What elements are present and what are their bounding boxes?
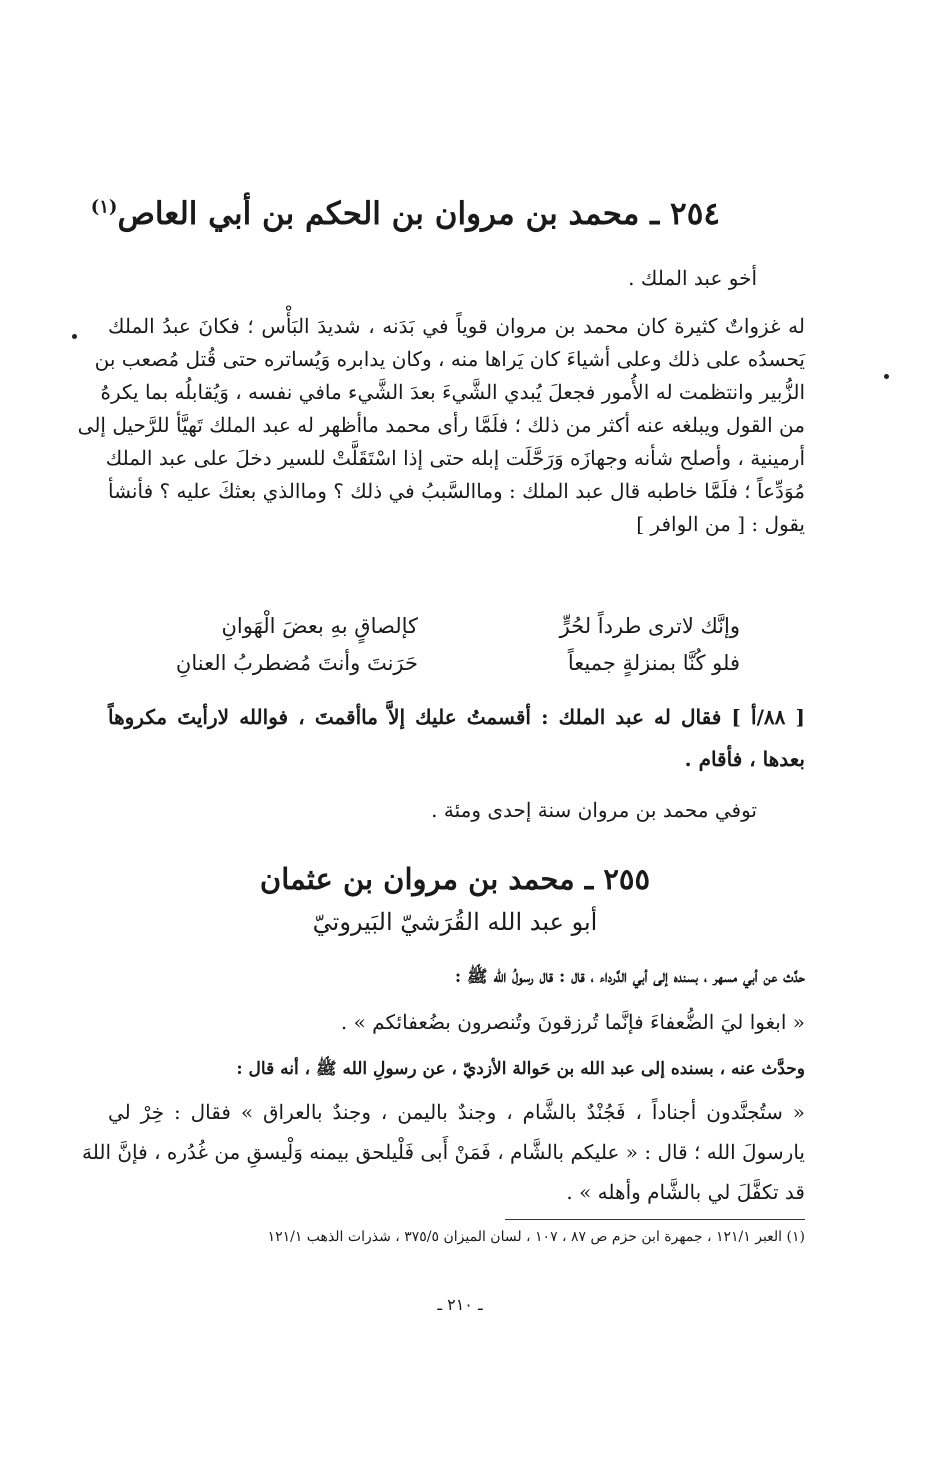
death-note: توفي محمد بن مروان سنة إحدى ومئة .: [431, 798, 757, 822]
scan-speck: [884, 374, 889, 379]
hadith-2-line: يارسولَ الله ؛ قال : « عليكم بالشَّام ، فَمَنْ أَبى فَلْيلحق بيمنه وَلْيسقِ من غُدُره ، فإنَّ اللهَ: [82, 1140, 805, 1164]
hadith-1: « ابغوا ليَ الضُّعفاءَ فإنَّما تُرزقونَ وتُنصرون بضُعفائكم » .: [340, 1010, 805, 1034]
bold-line: [ ٨٨/أ ] فقال له عبد الملك : أقسمتُ عليك إلاَّ ماأقمتَ ، فوالله لارأيتَ مكروهاً: [108, 705, 805, 729]
verse-2-second-hemistich: حَرَنتَ وأنتَ مُضطربُ العنانِ: [175, 651, 418, 675]
paragraph-line: أرمينية ، وأصلح شأنه وجهازَه وَرَحَّلَت إبله حتى إذا اسْتَقَلَّتْ للسير دخلَ على عبد الملك: [105, 446, 805, 470]
entry-254-title: [90, 196, 720, 232]
paragraph-line-last: يقول : [ من الوافر ]: [636, 512, 805, 536]
footnote-marker: (١): [90, 196, 118, 218]
hadith-2-line: « ستُجنَّدون أجناداً ، فَجُنْدٌ بالشَّام ، وجندٌ باليمن ، وجندٌ بالعراق » فقال : خِرْ لي: [108, 1100, 805, 1124]
paragraph-line: من القول ويبلغه عنه أكثر من ذلك ؛ فلَمَّا رأى محمد ماأظهر له عبد الملك تَهيَّأ للرَّحيل إلى: [77, 413, 805, 437]
paragraph-line: الزُّبير وانتظمت له الأُمور فجعلَ يُبدي الشَّيءَ بعدَ الشَّيء مافي نفسه ، وَيُقابلُه بما يكرهُ: [100, 380, 805, 404]
hadith-2-line-last: قد تكفَّلَ لي بالشَّام وأهله » .: [566, 1180, 805, 1204]
entry-255-subtitle: أبو عبد الله القُرَشيّ البَيروتيّ: [312, 908, 598, 936]
narration-2: وحدَّث عنه ، بسنده إلى عبد الله بن حَوالة الأزديّ ، عن رسولِ الله ﷺ ، أنه قال :: [236, 1059, 805, 1079]
verse-2-first-hemistich: فلو كُنَّا بمنزلةٍ جميعاً: [567, 651, 740, 675]
paragraph-line: مُوَدِّعاً ؛ فلَمَّا خاطبه قال عبد الملك : وماالسَّببُ في ذلك ؟ وماالذي بعثكَ عليه ؟ فأنشأ: [108, 479, 805, 503]
scan-speck: [72, 334, 77, 339]
paragraph-line: يَحسدُه على ذلك وعلى أشياءَ كان يَراها منه ، وكان يدابره وَيُساتره حتى قُتل مُصعب بن: [94, 347, 805, 371]
page-number: ـ ٢١٠ ـ: [437, 1295, 483, 1314]
verse-1-second-hemistich: كإلصاقٍ بهِ بعضَ الْهَوانِ: [221, 614, 418, 638]
entry-255-title: ٢٥٥ ـ محمد بن مروان بن عثمان: [259, 862, 651, 896]
footnote-separator: [505, 1219, 805, 1220]
footnote: (١) العبر ١٢١/١ ، جمهرة ابن حزم ص ٨٧ ، ١٠٧ ، لسان الميزان ٣٧٥/٥ ، شذرات الذهب ١٢١/١: [267, 1229, 805, 1245]
bold-line-last: بعدها ، فأقام .: [684, 747, 805, 771]
entry-254-title-text: ٢٥٤ ـ محمد بن مروان بن الحكم بن أبي العاص: [117, 196, 720, 232]
verse-1-first-hemistich: وإنَّك لاترى طرداً لحُرٍّ: [559, 614, 740, 638]
narration-1: حدَّث عن أبي مسهر ، بسنده إلى أبي الدَّرداء ، قال : قال رسولُ الله ﷺ :: [454, 967, 805, 987]
entry-254-intro: أخو عبد الملك .: [628, 266, 757, 290]
paragraph-line: له غزواتٌ كثيرة كان محمد بن مروان قوياً في بَدَنه ، شديدَ البَأْس ؛ فكانَ عبدُ الملك: [108, 314, 805, 338]
